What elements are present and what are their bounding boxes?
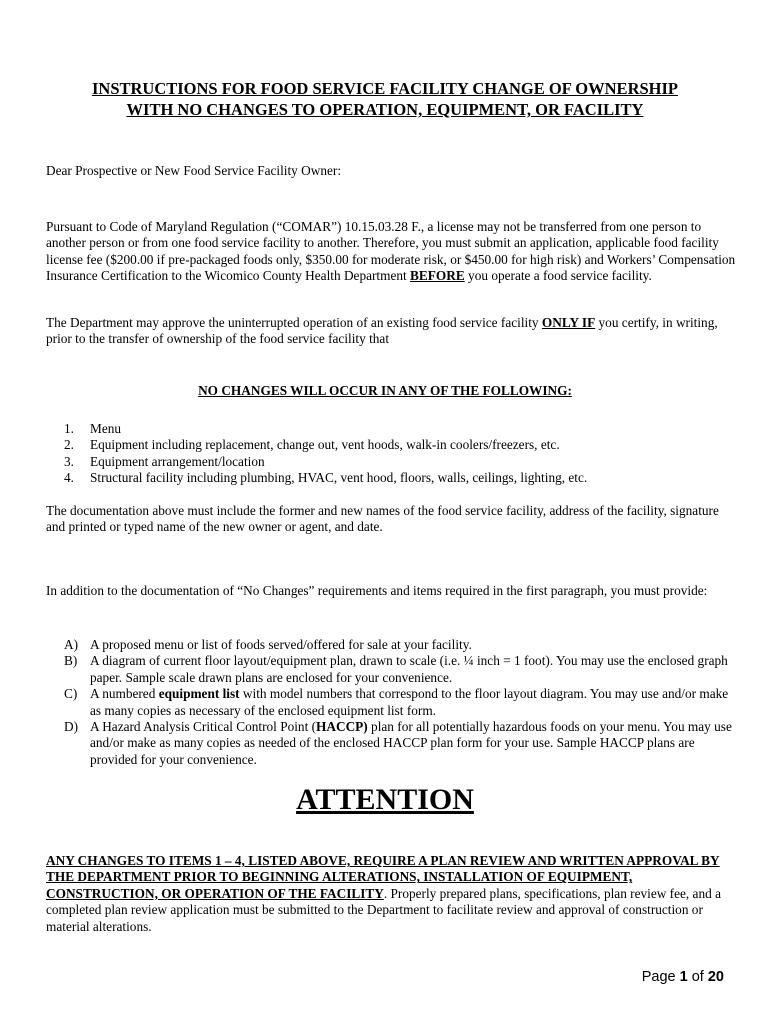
list-item [46,637,736,653]
numbered-list [46,421,736,487]
list-item-text: A proposed menu or list of foods served/offered for sale at your facility. [90,637,472,652]
list-item-text-tail: plan for all potentially hazardous foods on your menu. You may use and/or make as many copies as needed of the enclosed HACCP plan form for your use. Sample HACCP plans are provided for your convenience. [90,719,732,767]
list-item [46,686,736,719]
page-total: 20 [707,969,724,985]
lettered-list [46,637,736,768]
list-item-text: A diagram of current floor layout/equipment plan, drawn to scale (i.e. ¼ inch = 1 foot). You may use the enclosed graph paper. Sample scale drawn plans are enclosed for your convenience. [90,653,728,685]
no-changes-heading: NO CHANGES WILL OCCUR IN ANY OF THE FOLLOWING: [198,383,572,398]
list-item-text: Equipment including replacement, change out, vent hoods, walk-in coolers/freezers, etc. [90,437,560,453]
list-marker: 2. [64,437,74,453]
list-item [46,653,736,686]
list-item-text-tail: with model numbers that correspond to the floor layout diagram. You may use and/or make as many copies as necessary of the enclosed equipment list form. [90,686,729,718]
attention-tail: . Properly prepared plans, specifications, plan review fee, and a completed plan review application must be submitted to the Department to facilitate review and approval of construction or material alterations. [46,885,721,934]
list-marker: 1. [64,421,74,436]
title-line-1: INSTRUCTIONS FOR FOOD SERVICE FACILITY CHANGE OF OWNERSHIP [91,79,678,98]
paragraph-uninterrupted-operation [46,315,736,348]
paragraph-tail: you certify, in writing, prior to the transfer of ownership of the food service facility that [46,315,718,347]
list-item-text: A numbered [90,686,159,702]
salutation: Dear Prospective or New Food Service Facility Owner: [46,163,342,178]
paragraph-attention [46,853,736,935]
paragraph-additional-requirements: In addition to the documentation of “No Changes” requirements and items required in the first paragraph, you must provide: [46,583,708,598]
list-item-text: Structural facility including plumbing, HVAC, vent hood, floors, walls, ceilings, lighting, etc. [90,470,588,486]
list-item-bold: equipment list [158,686,240,702]
emphasis-before: BEFORE [410,268,465,284]
list-item-bold: HACCP) [316,719,368,735]
paragraph-text: Pursuant to Code of Maryland Regulation (“COMAR”) 10.15.03.28 F., a license may not be transferred from one person to another person or from one food service facility to another. Therefore, you must submit an application, applicable food facility license fee ($200.00 if pre-packaged foods only, $350.00 for moderate risk, or $450.00 for high risk) and Workers’ Compensation Insurance Certification to the Wicomico County Health Department [46,219,736,284]
paragraph-tail: you operate a food service facility. [464,268,652,284]
list-item [46,437,736,453]
emphasis-only-if: ONLY IF [541,315,596,330]
list-item [46,454,736,470]
list-item [46,719,736,768]
list-marker: C) [64,686,78,702]
attention-heading: ATTENTION [296,783,474,816]
paragraph-license-transfer [46,219,736,285]
page-number [642,969,724,985]
list-marker: B) [64,653,78,669]
paragraph-text: The Department may approve the uninterrupted operation of an existing food service facility [46,315,542,330]
attention-emphasis: ANY CHANGES TO ITEMS 1 – 4, LISTED ABOVE, REQUIRE A PLAN REVIEW AND WRITTEN APPROVAL BY THE DEPARTMENT PRIOR TO BEGINNING ALTERATIONS, INSTALLATION OF EQUIPMENT, CONSTRUCTION, OR OPERATION OF THE FACILITY [46,853,720,901]
list-item-text: Menu [90,421,122,436]
list-marker: 4. [64,470,74,486]
paragraph-documentation: The documentation above must include the former and new names of the food service facility, address of the facility, signature and printed or typed name of the new owner or agent, and date. [46,503,719,535]
page-current: 1 [679,969,688,985]
list-item-text: A Hazard Analysis Critical Control Point ( [90,719,317,735]
list-item-text: Equipment arrangement/location [90,453,265,469]
page-label: Page [641,969,680,985]
list-item [46,470,736,486]
title-line-2: WITH NO CHANGES TO OPERATION, EQUIPMENT, OR FACILITY [126,100,644,119]
list-marker: 3. [64,453,74,469]
list-item [46,421,736,437]
of-label: of [687,969,708,985]
list-marker: A) [64,637,79,652]
document-title [40,78,730,120]
list-marker: D) [64,719,79,735]
